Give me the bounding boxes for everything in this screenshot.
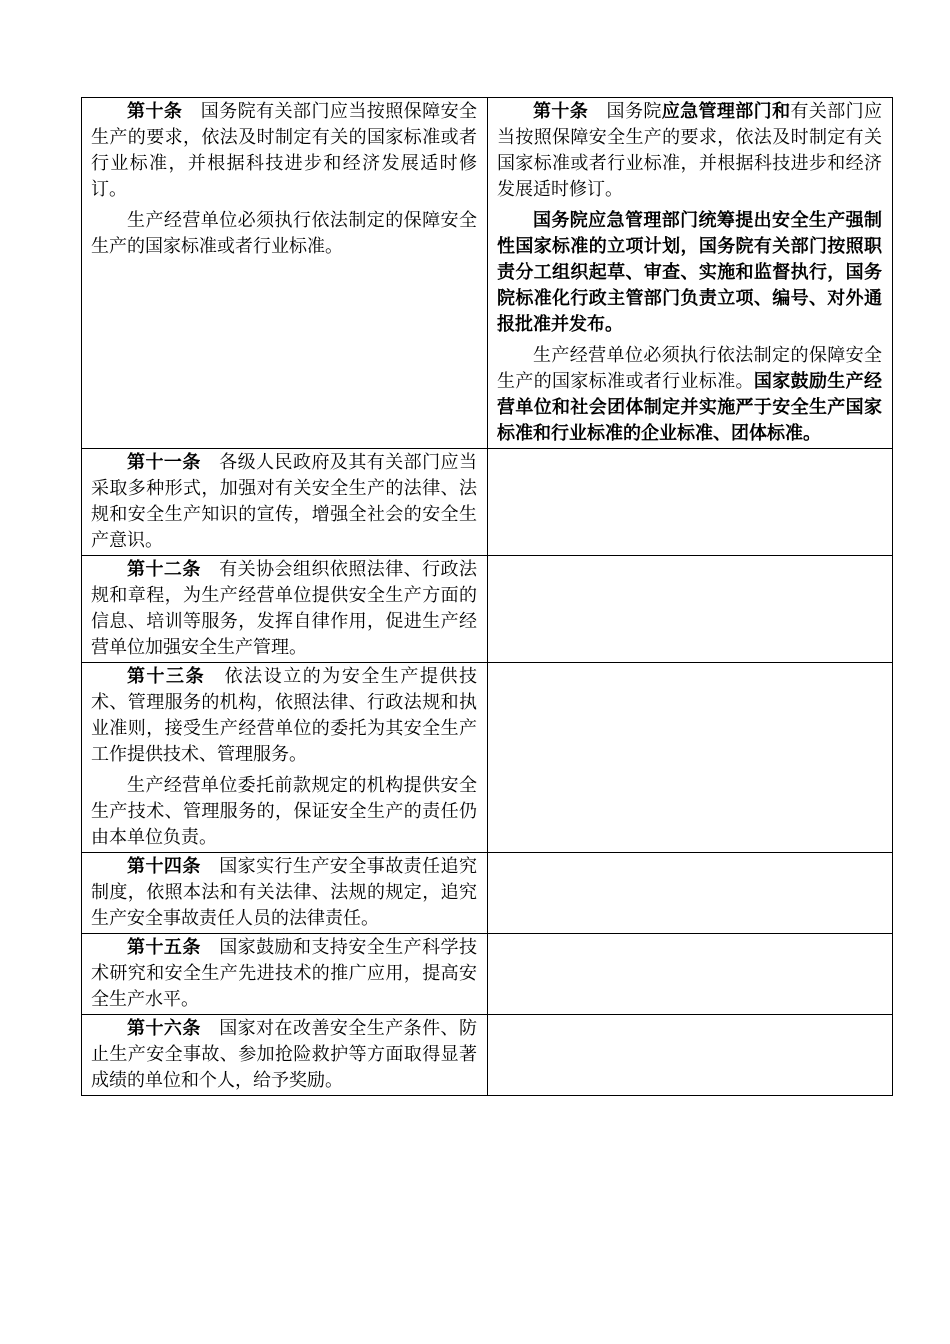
article-number: 第十四条 bbox=[127, 856, 201, 877]
article-text: 生产经营单位必须执行依法制定的保障安全生产的国家标准或者行业标准。 bbox=[91, 210, 477, 257]
table-row bbox=[82, 98, 893, 449]
article-text: 有关部门应当按照保障安全生产的要求，依法及时制定有关国家标准或者行业标准，并根据科技进步和经济发展适时修订。 bbox=[497, 101, 883, 200]
original-text-cell bbox=[82, 449, 488, 556]
table-row bbox=[82, 449, 893, 556]
article-text: 国务院 bbox=[606, 101, 662, 122]
article-number: 第十二条 bbox=[127, 559, 201, 580]
comparison-table bbox=[81, 97, 893, 1096]
article-number: 第十六条 bbox=[127, 1018, 201, 1039]
table-row bbox=[82, 853, 893, 934]
article-text: 国家实行生产安全事故责任追究制度，依照本法和有关法律、法规的规定，追究生产安全事故责任人员的法律责任。 bbox=[91, 856, 478, 929]
article-text: 依法设立的为安全生产提供技术、管理服务的机构，依照法律、行政法规和执业准则，接受生产经营单位的委托为其安全生产工作提供技术、管理服务。 bbox=[91, 666, 478, 765]
article-paragraph bbox=[497, 208, 882, 338]
table-row bbox=[82, 556, 893, 663]
article-paragraph bbox=[91, 1016, 477, 1094]
revised-text-cell bbox=[488, 934, 893, 1015]
article-text: 有关协会组织依照法律、行政法规和章程，为生产经营单位提供安全生产方面的信息、培训等服务，发挥自律作用，促进生产经营单位加强安全生产管理。 bbox=[91, 559, 478, 658]
article-text: 国家鼓励和支持安全生产科学技术研究和安全生产先进技术的推广应用，提高安全生产水平。 bbox=[91, 937, 478, 1010]
article-paragraph bbox=[91, 664, 477, 768]
original-text-cell bbox=[82, 663, 488, 853]
article-number: 第十条 bbox=[533, 101, 589, 122]
added-text: 国务院应急管理部门统筹提出安全生产强制性国家标准的立项计划，国务院有关部门按照职责分工组织起草、审查、实施和监督执行，国务院标准化行政主管部门负责立项、编号、对外通报批准并发布。 bbox=[497, 210, 882, 335]
article-text: 各级人民政府及其有关部门应当采取多种形式，加强对有关安全生产的法律、法规和安全生产知识的宣传，增强全社会的安全生产意识。 bbox=[91, 452, 478, 551]
article-paragraph bbox=[91, 208, 477, 260]
original-text-cell bbox=[82, 853, 488, 934]
revised-text-cell bbox=[488, 1015, 893, 1096]
article-paragraph bbox=[91, 854, 477, 932]
article-number: 第十一条 bbox=[127, 452, 201, 473]
revised-text-cell bbox=[488, 556, 893, 663]
article-paragraph bbox=[497, 99, 882, 203]
article-paragraph bbox=[91, 450, 477, 554]
table-row bbox=[82, 1015, 893, 1096]
original-text-cell bbox=[82, 934, 488, 1015]
added-text: 应急管理部门和 bbox=[661, 101, 791, 122]
article-number: 第十五条 bbox=[127, 937, 201, 958]
article-paragraph bbox=[497, 343, 882, 447]
table-row bbox=[82, 934, 893, 1015]
original-text-cell bbox=[82, 556, 488, 663]
article-text: 国务院有关部门应当按照保障安全生产的要求，依法及时制定有关的国家标准或者行业标准，并根据科技进步和经济发展适时修订。 bbox=[91, 101, 478, 200]
article-paragraph bbox=[91, 773, 477, 851]
original-text-cell bbox=[82, 1015, 488, 1096]
article-paragraph bbox=[91, 935, 477, 1013]
table-row bbox=[82, 663, 893, 853]
article-paragraph bbox=[91, 557, 477, 661]
revised-text-cell bbox=[488, 449, 893, 556]
revised-text-cell bbox=[488, 98, 893, 449]
revised-text-cell bbox=[488, 663, 893, 853]
article-paragraph bbox=[91, 99, 477, 203]
article-number: 第十条 bbox=[127, 101, 183, 122]
added-text: 国家鼓励生产经营单位和社会团体制定并实施严于安全生产国家标准和行业标准的企业标准、团体标准。 bbox=[497, 371, 883, 444]
article-text: 生产经营单位委托前款规定的机构提供安全生产技术、管理服务的，保证安全生产的责任仍由本单位负责。 bbox=[91, 775, 477, 848]
article-text: 生产经营单位必须执行依法制定的保障安全生产的国家标准或者行业标准。 bbox=[497, 345, 882, 392]
original-text-cell bbox=[82, 98, 488, 449]
article-number: 第十三条 bbox=[127, 666, 206, 687]
article-text: 国家对在改善安全生产条件、防止生产安全事故、参加抢险救护等方面取得显著成绩的单位和个人，给予奖励。 bbox=[91, 1018, 478, 1091]
revised-text-cell bbox=[488, 853, 893, 934]
